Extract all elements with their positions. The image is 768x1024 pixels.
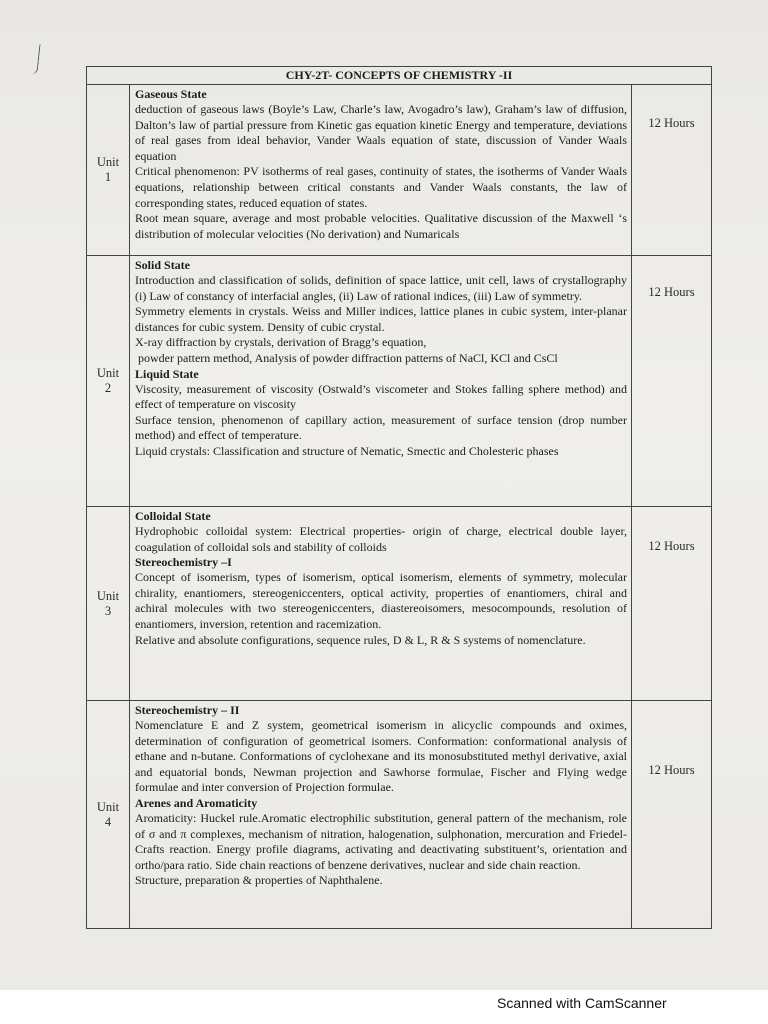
section-title: Solid State (135, 258, 191, 272)
paragraph: Hydrophobic colloidal system: Electrical properties- origin of charge, electrical double layer, coagulation of colloidal sols and stability of colloids (135, 524, 627, 554)
unit-label (87, 507, 130, 701)
unit-content (130, 507, 632, 701)
unit-word: Unit (96, 155, 120, 169)
paragraph: Concept of isomerism, types of isomerism, optical isomerism, elements of symmetry, molecular chirality, enantiomers, stereogeniccenters, optical activity, properties of enantiomers, chiral and achiral molecules with two stereogeniccenters, diastereoisomers, mesocompounds, resolution of enantiomers, inversion, retention and racemization. (135, 570, 627, 631)
unit-word: Unit (96, 366, 120, 380)
hours-cell (632, 507, 712, 701)
title-row (87, 67, 712, 85)
hours-cell (632, 701, 712, 929)
paragraph: Nomenclature E and Z system, geometrical isomerism in alicyclic compounds and oximes, determination of configuration of geometrical isomers. Conformation: conformational analysis of ethane and n-butane. Conformations of cyclohexane and its monosubstituted methyl derivative, axial and equatorial bonds, Newman projection and Sawhorse formulae, Fischer and Flying wedge formulae and inter conversion of Projection formulae. (135, 718, 627, 795)
paragraph: Liquid crystals: Classification and structure of Nematic, Smectic and Cholesteric phases (135, 443, 559, 458)
hours-value: 12 Hours (648, 285, 695, 299)
paragraph: Root mean square, average and most probable velocities. Qualitative discussion of the Maxwell ‘s distribution of molecular velocities (No derivation) and Numaricals (135, 211, 627, 241)
scanner-footer (0, 990, 768, 1024)
unit-label (87, 701, 130, 929)
paragraph: X-ray diffraction by crystals, derivation of Bragg’s equation, (135, 335, 427, 350)
paragraph: Surface tension, phenomenon of capillary action, measurement of surface tension (drop number method) and effect of temperature. (135, 412, 627, 443)
section-title: Liquid State (135, 366, 199, 381)
unit-label (87, 256, 130, 507)
unit-number: 1 (104, 170, 112, 184)
syllabus-table (86, 66, 712, 929)
hours-value: 12 Hours (648, 116, 695, 130)
unit-content (130, 85, 632, 256)
unit-row (87, 507, 712, 701)
paragraph: Aromaticity: Huckel rule.Aromatic electrophilic substitution, general pattern of the mechanism, role of σ and π complexes, mechanism of nitration, halogenation, sulphonation, mercuration and Friedel-Crafts reaction. Energy profile diagrams, activating and deactivating substituent’s, orientation and ortho/para ratio. Side chain reactions of benzene derivatives, nuclear and side chain reaction. (135, 810, 627, 872)
hours-cell (632, 256, 712, 507)
unit-label (87, 85, 130, 256)
unit-number: 4 (104, 814, 112, 829)
section-title: Colloidal State (135, 509, 211, 523)
hours-value: 12 Hours (648, 539, 695, 553)
unit-content (130, 256, 632, 507)
section-title: Stereochemistry – II (135, 703, 240, 717)
unit-number: 3 (104, 603, 112, 618)
unit-word: Unit (96, 799, 120, 814)
paragraph: Critical phenomenon: PV isotherms of real gases, continuity of states, the isotherms of Vander Waals equations, relationship between critical constants and Vander Waals constants, the law of corresponding states, reduced equation of states. (135, 164, 627, 210)
section-title: Arenes and Aromaticity (135, 795, 258, 810)
paragraph: Viscosity, measurement of viscosity (Ostwald’s viscometer and Stokes falling sphere method) and effect of temperature on viscosity (135, 381, 627, 412)
unit-number: 2 (104, 381, 112, 395)
paragraph: Structure, preparation & properties of Naphthalene. (135, 873, 383, 888)
section-title: Gaseous State (135, 87, 207, 101)
scanner-watermark: Scanned with CamScanner (497, 995, 667, 1011)
paragraph: Relative and absolute configurations, sequence rules, D & L, R & S systems of nomenclature. (135, 632, 586, 647)
paragraph: Symmetry elements in crystals. Weiss and Miller indices, lattice planes in cubic system, inter-planar distances for cubic system. Density of cubic crystal. (135, 304, 627, 334)
paragraph: powder pattern method, Analysis of powder diffraction patterns of NaCl, KCl and CsCl (138, 350, 558, 365)
unit-content (130, 701, 632, 929)
pen-mark (28, 44, 40, 75)
section-title: Stereochemistry –I (135, 555, 232, 570)
hours-value: 12 Hours (648, 763, 695, 777)
unit-row (87, 256, 712, 507)
unit-row (87, 701, 712, 929)
hours-cell (632, 85, 712, 256)
table-title: CHY-2T- CONCEPTS OF CHEMISTRY -II (87, 67, 712, 85)
paragraph: Introduction and classification of solids, definition of space lattice, unit cell, laws of crystallography (i) Law of constancy of interfacial angles, (ii) Law of rational indices, (iii) Law of symmetry. (135, 273, 627, 303)
unit-word: Unit (96, 588, 120, 603)
paragraph: deduction of gaseous laws (Boyle’s Law, Charle’s law, Avogadro’s law), Graham’s law of diffusion, Dalton’s law of partial pressure from Kinetic gas equation kinetic Energy and temperature, deviations of real gases from ideal behavior, Vander Waals equation of state, discussion of Vander Waals equation (135, 102, 627, 163)
unit-row (87, 85, 712, 256)
